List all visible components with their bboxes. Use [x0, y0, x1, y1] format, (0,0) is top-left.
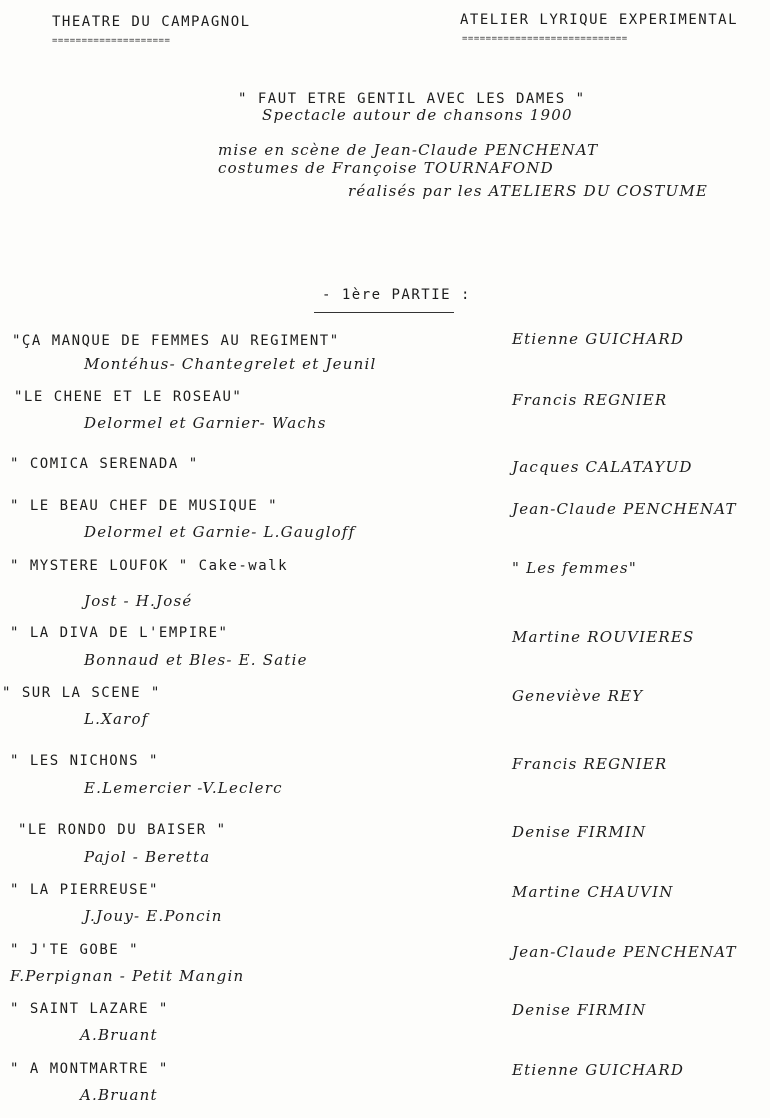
song-authors: L.Xarof [84, 710, 149, 728]
song-authors: Pajol - Beretta [84, 848, 211, 866]
part-heading-underline [314, 312, 454, 313]
song-title: " COMICA SERENADA " [10, 456, 199, 472]
song-performer: Geneviève REY [512, 687, 644, 705]
song-title: " J'TE GOBE " [10, 942, 140, 958]
song-authors: Bonnaud et Bles- E. Satie [84, 651, 308, 669]
song-performer: Francis REGNIER [512, 755, 668, 773]
show-subtitle: Spectacle autour de chansons 1900 [262, 106, 573, 124]
song-authors: Jost - H.José [84, 592, 193, 610]
song-authors: J.Jouy- E.Poncin [84, 907, 223, 925]
song-authors: Delormel et Garnie- L.Gaugloff [84, 523, 356, 541]
song-authors: Montéhus- Chantegrelet et Jeunil [84, 355, 377, 373]
song-title: " SUR LA SCENE " [2, 685, 161, 701]
song-title: " MYSTERE LOUFOK " Cake-walk [10, 558, 289, 574]
song-authors: Delormel et Garnier- Wachs [84, 414, 327, 432]
workshop-credit: réalisés par les ATELIERS DU COSTUME [348, 182, 709, 200]
costume-credit: costumes de Françoise TOURNAFOND [218, 159, 554, 177]
song-title: "LE RONDO DU BAISER " [18, 822, 227, 838]
song-performer: Martine CHAUVIN [512, 883, 674, 901]
song-title: " LE BEAU CHEF DE MUSIQUE " [10, 498, 279, 514]
direction-credit: mise en scène de Jean-Claude PENCHENAT [218, 141, 599, 159]
song-title: " LES NICHONS " [10, 753, 159, 769]
show-title: " FAUT ETRE GENTIL AVEC LES DAMES " [238, 91, 586, 107]
company-underline: ==================== [52, 36, 171, 46]
song-performer: Etienne GUICHARD [512, 330, 685, 348]
song-performer: Etienne GUICHARD [512, 1061, 685, 1079]
song-authors: F.Perpignan - Petit Mangin [10, 967, 245, 985]
song-performer: Denise FIRMIN [512, 1001, 647, 1019]
part-heading: - 1ère PARTIE : [322, 287, 471, 303]
song-performer: Francis REGNIER [512, 391, 668, 409]
song-title: " LA DIVA DE L'EMPIRE" [10, 625, 229, 641]
song-performer: Denise FIRMIN [512, 823, 647, 841]
song-title: " A MONTMARTRE " [10, 1061, 169, 1077]
song-title: " SAINT LAZARE " [10, 1001, 169, 1017]
song-performer: Jacques CALATAYUD [512, 458, 693, 476]
song-title: "ÇA MANQUE DE FEMMES AU REGIMENT" [12, 333, 340, 349]
song-performer: " Les femmes" [512, 559, 637, 577]
song-performer: Jean-Claude PENCHENAT [512, 943, 737, 961]
workshop-underline: ============================ [462, 34, 628, 44]
song-authors: E.Lemercier -V.Leclerc [84, 779, 283, 797]
song-performer: Martine ROUVIERES [512, 628, 695, 646]
company-name: THEATRE DU CAMPAGNOL [52, 14, 251, 30]
workshop-name: ATELIER LYRIQUE EXPERIMENTAL [460, 12, 739, 28]
song-authors: A.Bruant [80, 1086, 158, 1104]
song-title: "LE CHENE ET LE ROSEAU" [14, 389, 243, 405]
song-title: " LA PIERREUSE" [10, 882, 159, 898]
song-authors: A.Bruant [80, 1026, 158, 1044]
song-performer: Jean-Claude PENCHENAT [512, 500, 737, 518]
